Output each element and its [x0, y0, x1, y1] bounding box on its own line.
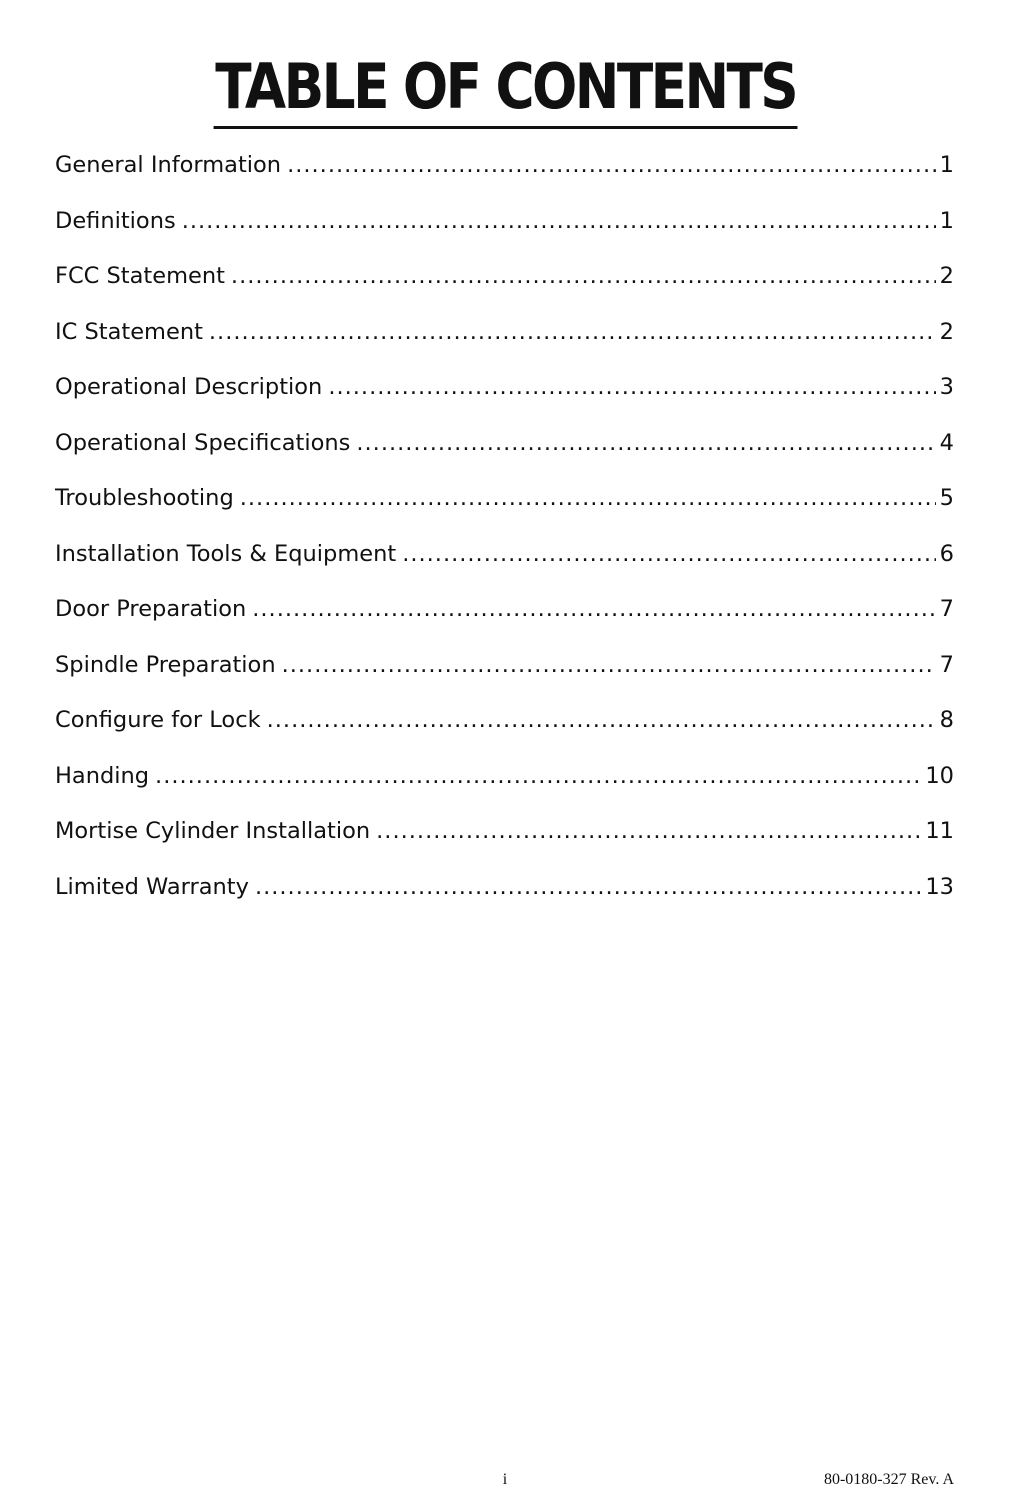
toc-entry-page: 13 — [925, 873, 954, 900]
toc-entry-limited-warranty[interactable] — [55, 870, 954, 926]
toc-entry-page: 1 — [939, 207, 954, 234]
toc-leader-dots — [240, 481, 936, 515]
toc-entry-page: 10 — [925, 762, 954, 789]
toc-entry-page: 7 — [939, 596, 954, 622]
footer-page-number: i — [502, 1471, 508, 1488]
toc-entry-label: Operational Specifications — [55, 429, 351, 456]
toc-entry-configure-for-lock[interactable] — [55, 703, 954, 759]
toc-leader-dots — [328, 370, 935, 404]
toc-entry-label: Spindle Preparation — [55, 651, 276, 678]
toc-entry-page: 6 — [939, 540, 954, 567]
toc-entry-page: 1 — [939, 152, 954, 178]
toc-entry-general-information[interactable] — [55, 148, 954, 204]
toc-entry-label: Mortise Cylinder Installation — [55, 818, 371, 844]
toc-entry-label: Operational Description — [55, 374, 323, 400]
toc-leader-dots — [155, 759, 921, 793]
toc-leader-dots — [356, 426, 935, 460]
toc-entry-page: 2 — [939, 318, 954, 345]
toc-entry-label: FCC Statement — [55, 263, 225, 289]
toc-entry-label: Handing — [55, 762, 150, 789]
toc-entry-operational-description[interactable] — [55, 370, 954, 426]
toc-leader-dots — [376, 814, 921, 848]
page-title-text: TABLE OF CONTENTS — [213, 50, 797, 129]
toc-leader-dots — [282, 648, 936, 682]
toc-entry-operational-specifications[interactable] — [55, 426, 954, 482]
page-title — [0, 46, 1011, 129]
toc-leader-dots — [287, 148, 936, 182]
toc-leader-dots — [182, 204, 936, 238]
toc-entry-handing[interactable] — [55, 759, 954, 815]
toc-entry-page: 4 — [939, 429, 954, 456]
footer-document-id: 80-0180-327 Rev. A — [823, 1471, 954, 1488]
toc-leader-dots — [209, 315, 936, 349]
toc-entry-ic-statement[interactable] — [55, 315, 954, 371]
toc-leader-dots — [255, 870, 921, 904]
toc-entry-label: IC Statement — [55, 318, 203, 345]
toc-entry-page: 5 — [939, 485, 954, 511]
toc-entry-label: Installation Tools & Equipment — [55, 540, 397, 567]
toc-entry-label: Definitions — [55, 207, 176, 234]
toc-leader-dots — [252, 592, 935, 626]
toc-entry-troubleshooting[interactable] — [55, 481, 954, 537]
toc-entry-definitions[interactable] — [55, 204, 954, 260]
toc-entry-label: Troubleshooting — [55, 485, 234, 511]
toc-leader-dots — [231, 259, 936, 293]
toc-entry-spindle-preparation[interactable] — [55, 648, 954, 704]
toc-entry-door-preparation[interactable] — [55, 592, 954, 648]
toc-entry-page: 11 — [925, 818, 954, 844]
toc-entry-mortise-cylinder-installation[interactable] — [55, 814, 954, 870]
toc-entry-label: General Information — [55, 152, 282, 178]
toc-entry-page: 8 — [939, 707, 954, 733]
toc-entry-label: Door Preparation — [55, 596, 247, 622]
toc-entry-installation-tools[interactable] — [55, 537, 954, 593]
toc-entry-page: 7 — [939, 651, 954, 678]
table-of-contents — [55, 148, 954, 925]
toc-entry-page: 3 — [939, 374, 954, 400]
toc-leader-dots — [267, 703, 936, 737]
toc-entry-page: 2 — [939, 263, 954, 289]
toc-leader-dots — [402, 537, 935, 571]
toc-entry-fcc-statement[interactable] — [55, 259, 954, 315]
toc-entry-label: Configure for Lock — [55, 707, 261, 733]
toc-entry-label: Limited Warranty — [55, 873, 249, 900]
